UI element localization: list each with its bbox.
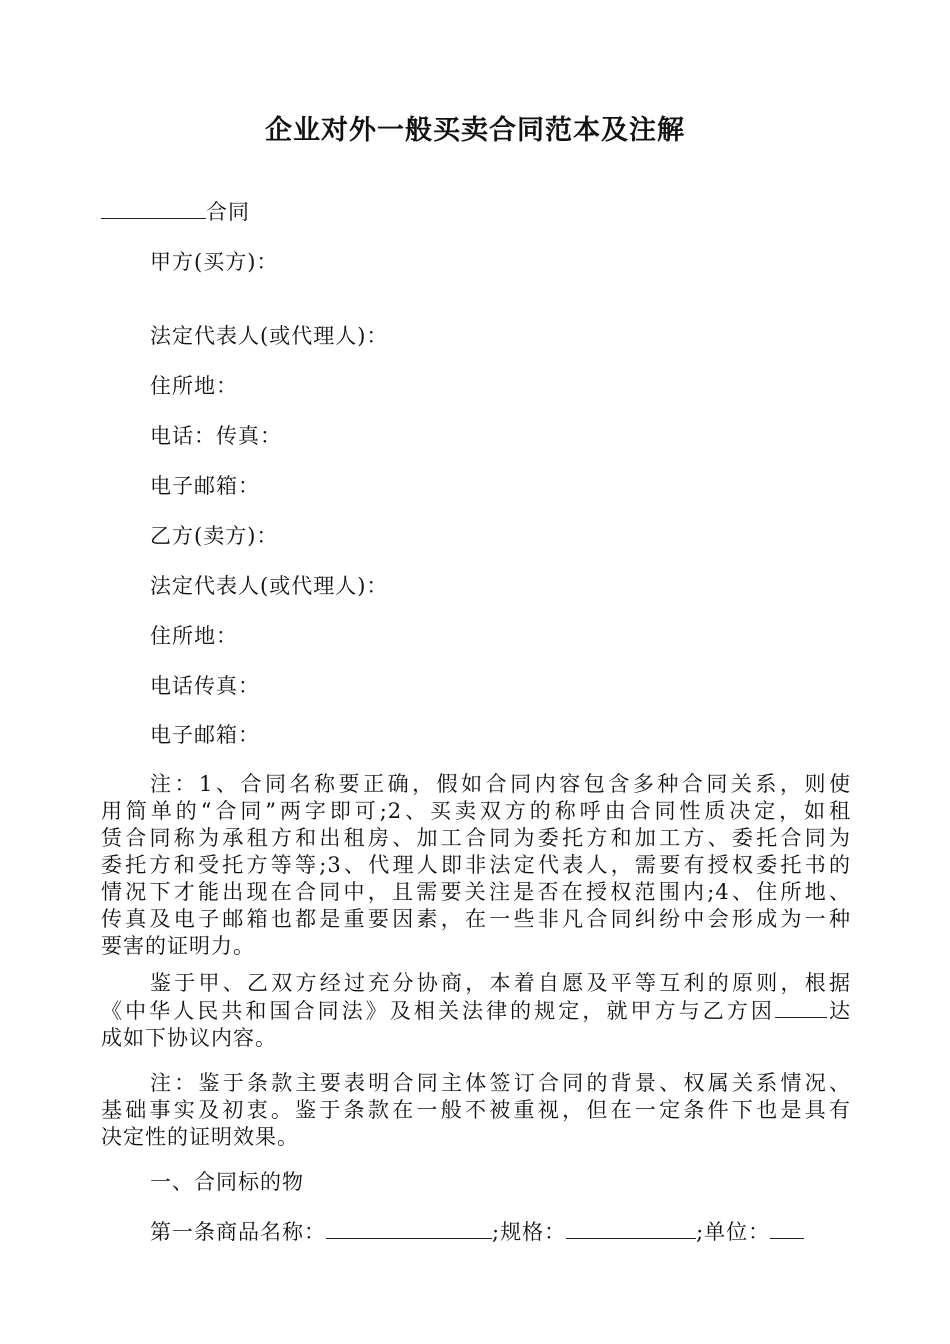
spec-blank xyxy=(566,1218,696,1239)
preamble-line: 成如下协议内容。 xyxy=(101,1026,277,1050)
party-b-label: 乙方(卖方)： xyxy=(150,524,279,548)
document-title: 企业对外一般买卖合同范本及注解 xyxy=(265,115,685,146)
note-2-line: 基础事实及初衷。鉴于条款在一般不被重视，但在一定条件下也是具有 xyxy=(101,1098,851,1122)
note-1-line: 注：1、合同名称要正确，假如合同内容包含多种合同关系，则使 xyxy=(150,772,851,796)
article-1-spec-label: ;规格： xyxy=(492,1220,567,1244)
note-2-line: 决定性的证明效果。 xyxy=(101,1125,299,1149)
note-1-line: 委托方和受托方等等;3、代理人即非法定代表人，需要有授权委托书的 xyxy=(101,853,851,877)
contract-suffix: 合同 xyxy=(206,200,250,224)
cause-blank xyxy=(775,997,827,1018)
section-1-heading: 一、合同标的物 xyxy=(150,1170,304,1194)
party-b-phone-label: 电话传真： xyxy=(150,674,260,698)
preamble-line-2-end: 达 xyxy=(826,999,852,1023)
article-1-unit-label: ;单位： xyxy=(696,1220,771,1244)
preamble-line: 鉴于甲、乙双方经过充分协商，本着自愿及平等互利的原则，根据 xyxy=(150,971,851,995)
note-1-line: 传真及电子邮箱也都是重要因素，在一些非凡合同纠纷中会形成为一种 xyxy=(101,907,851,931)
article-1-line xyxy=(150,1218,804,1246)
contract-name-line xyxy=(101,198,250,226)
contract-name-blank xyxy=(101,198,206,219)
party-a-email-label: 电子邮箱： xyxy=(150,474,260,498)
party-a-address-label: 住所地： xyxy=(150,374,238,398)
party-b-rep-label: 法定代表人(或代理人)： xyxy=(150,574,389,598)
party-b-email-label: 电子邮箱： xyxy=(150,723,260,747)
party-a-rep-label: 法定代表人(或代理人)： xyxy=(150,324,389,348)
article-1-product-label: 第一条商品名称： xyxy=(150,1220,326,1244)
note-1-line: 赁合同称为承租方和出租房、加工合同为委托方和加工方、委托合同为 xyxy=(101,826,851,850)
note-1-line: 用简单的“合同”两字即可;2、买卖双方的称呼由合同性质决定，如租 xyxy=(101,799,851,823)
note-1-line: 情况下才能出现在合同中，且需要关注是否在授权范围内;4、住所地、 xyxy=(101,880,851,904)
note-2-paragraph xyxy=(101,1070,851,1151)
preamble-line-2-text: 《中华人民共和国合同法》及相关法律的规定，就甲方与乙方因 xyxy=(101,999,775,1023)
preamble-line-2 xyxy=(101,997,851,1025)
party-a-phone-label: 电话：传真： xyxy=(150,424,282,448)
note-1-paragraph xyxy=(101,771,851,960)
note-2-line: 注：鉴于条款主要表明合同主体签订合同的背景、权属关系情况、 xyxy=(150,1071,851,1095)
party-a-label: 甲方(买方)： xyxy=(150,250,279,274)
party-b-address-label: 住所地： xyxy=(150,624,238,648)
unit-blank xyxy=(770,1218,804,1239)
preamble-paragraph xyxy=(101,970,851,1052)
product-name-blank xyxy=(326,1218,492,1239)
note-1-line: 要害的证明力。 xyxy=(101,934,255,958)
